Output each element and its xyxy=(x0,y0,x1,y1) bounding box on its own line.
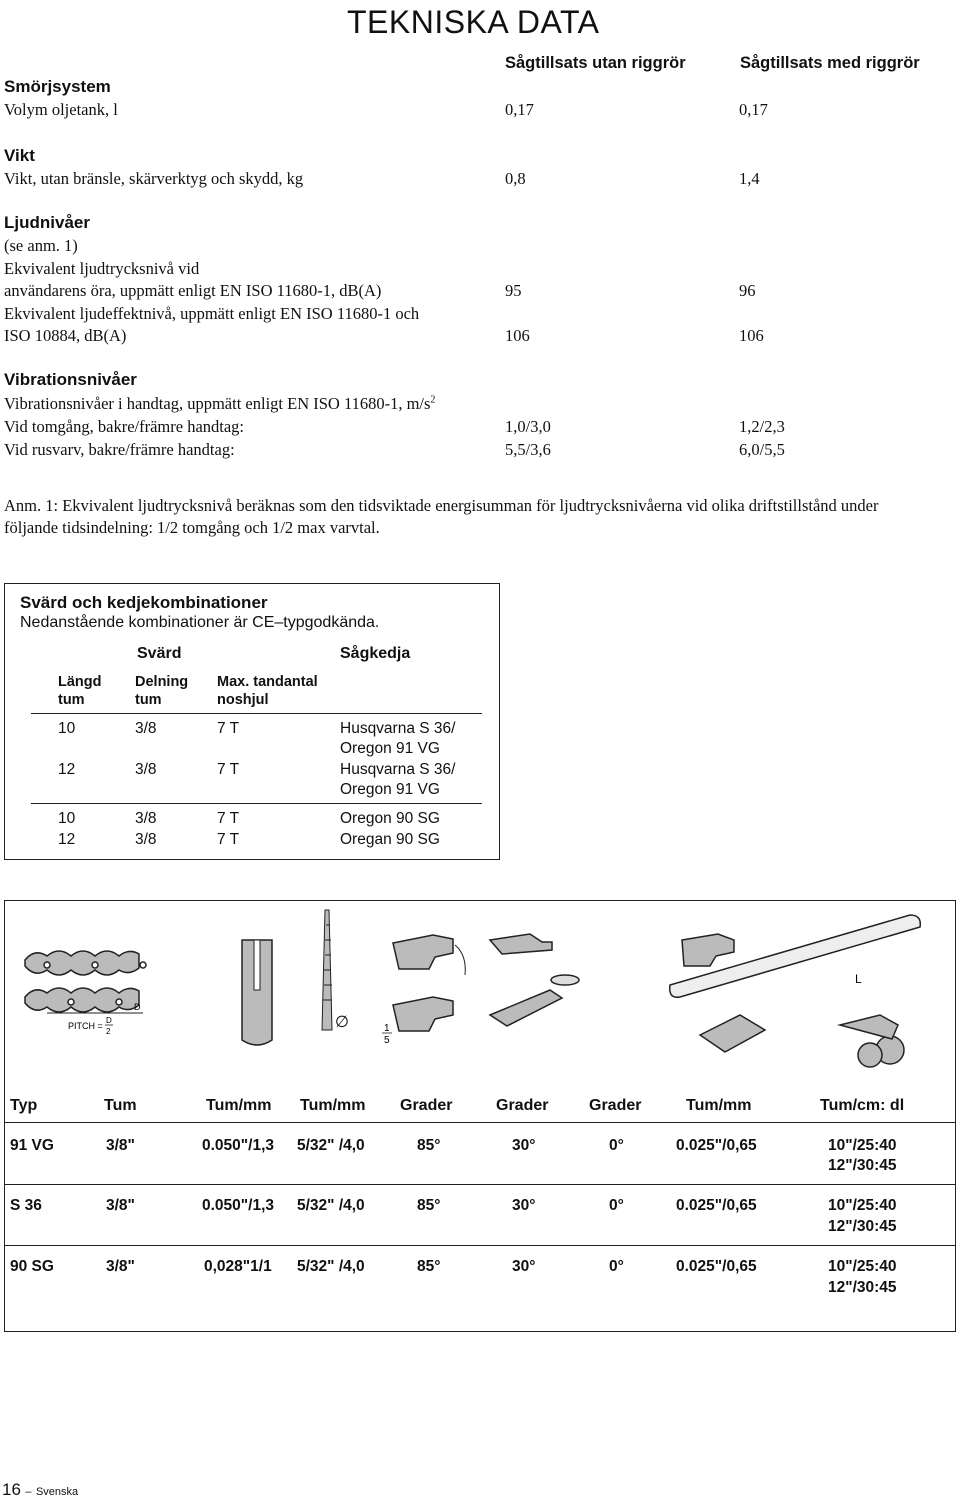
chain-row-2-angle-3: 0° xyxy=(609,1197,624,1214)
col-teeth-1: Max. tandantal xyxy=(217,674,318,690)
chain-table-header-depth: Tum/mm xyxy=(686,1097,752,1114)
chain-row-1-file: 5/32" /4,0 xyxy=(297,1137,365,1154)
lubrication-value-with: 0,17 xyxy=(739,100,768,119)
col-length-1: Längd xyxy=(58,674,102,690)
col-length-2: tum xyxy=(58,692,85,708)
combo-row-1-pitch: 3/8 xyxy=(135,720,157,737)
fraction-numerator: 1 xyxy=(384,1023,390,1034)
vibration-line-2: Vid tomgång, bakre/främre handtag: xyxy=(4,417,245,436)
weight-value-with: 1,4 xyxy=(739,169,760,188)
chain-row-3-typ: 90 SG xyxy=(10,1258,54,1275)
combo-row-1-teeth: 7 T xyxy=(217,720,240,737)
chain-row-2-gauge: 0.050"/1,3 xyxy=(202,1197,274,1214)
combo-row-4-pitch: 3/8 xyxy=(135,831,157,848)
pitch-label: PITCH = xyxy=(68,1021,103,1031)
fraction-denominator: 5 xyxy=(384,1035,390,1046)
pitch-denominator: 2 xyxy=(106,1027,111,1036)
chain-table-header-angle-3: Grader xyxy=(589,1097,642,1114)
combo-row-2-chain-2: Oregon 91 VG xyxy=(340,781,440,798)
column-header-without-tube: Sågtillsats utan riggrör xyxy=(505,54,686,72)
chain-row-2-tum: 3/8" xyxy=(106,1197,135,1214)
combination-subtitle: Nedanstående kombinationer är CE–typgodkända. xyxy=(20,614,380,631)
chain-row-3-tum: 3/8" xyxy=(106,1258,135,1275)
section-header-noise: Ljudnivåer xyxy=(4,213,90,232)
chain-row-2-dl-2: 12"/30:45 xyxy=(828,1218,897,1235)
vibration-idle-with: 1,2/2,3 xyxy=(739,417,785,436)
chain-table-header-divider xyxy=(4,1122,956,1123)
chain-row-1-gauge: 0.050"/1,3 xyxy=(202,1137,274,1154)
chain-table-header-angle-2: Grader xyxy=(496,1097,549,1114)
combo-row-2-pitch: 3/8 xyxy=(135,761,157,778)
chain-table-header-dl: Tum/cm: dl xyxy=(820,1097,905,1114)
chain-row-3-gauge: 0,028"1/1 xyxy=(204,1258,272,1275)
pitch-numerator: D xyxy=(106,1016,112,1025)
vibration-line-1-text: Vibrationsnivåer i handtag, uppmätt enligt EN ISO 11680-1, m/s xyxy=(4,394,431,413)
cutter-top-plate-illustration xyxy=(393,935,453,1031)
chain-row-2-depth: 0.025"/0,65 xyxy=(676,1197,757,1214)
chain-row-2-typ: S 36 xyxy=(10,1197,42,1214)
group-header-bar: Svärd xyxy=(137,645,182,662)
combo-row-1-chain-2: Oregon 91 VG xyxy=(340,740,440,757)
chain-table-header-angle-1: Grader xyxy=(400,1097,453,1114)
col-teeth-2: noshjul xyxy=(217,692,269,708)
combo-row-3-pitch: 3/8 xyxy=(135,810,157,827)
noise-line-4: ISO 10884, dB(A) xyxy=(4,326,127,345)
chain-diagrams xyxy=(10,905,950,1080)
group-header-chain: Sågkedja xyxy=(340,645,411,662)
vibration-unit-sup: 2 xyxy=(430,394,436,406)
combo-row-4-teeth: 7 T xyxy=(217,831,240,848)
combo-row-2-length: 12 xyxy=(58,761,76,778)
drive-link-gauge-illustration xyxy=(242,940,272,1045)
chain-table-header-gauge: Tum/mm xyxy=(206,1097,272,1114)
chain-table-divider-2 xyxy=(4,1245,956,1246)
page-number: 16 xyxy=(2,1480,21,1499)
chain-row-3-dl-2: 12"/30:45 xyxy=(828,1279,897,1296)
noise-power-without: 106 xyxy=(505,326,530,345)
chain-row-3-angle-2: 30° xyxy=(512,1258,536,1275)
combo-row-3-chain-1: Oregon 90 SG xyxy=(340,810,440,827)
combo-row-1-chain-1: Husqvarna S 36/ xyxy=(340,720,456,737)
combo-row-3-teeth: 7 T xyxy=(217,810,240,827)
chain-row-1-angle-1: 85° xyxy=(417,1137,441,1154)
section-header-vibration: Vibrationsnivåer xyxy=(4,370,137,389)
chain-table-header-tum: Tum xyxy=(104,1097,137,1114)
page-title: TEKNISKA DATA xyxy=(347,4,600,40)
chain-row-1-angle-3: 0° xyxy=(609,1137,624,1154)
chain-table-header-typ: Typ xyxy=(10,1097,38,1114)
footer-language: Svenska xyxy=(35,1486,79,1498)
page-footer xyxy=(2,1480,78,1500)
combination-divider-1 xyxy=(31,713,482,714)
vibration-idle-without: 1,0/3,0 xyxy=(505,417,551,436)
noise-power-with: 106 xyxy=(739,326,764,345)
chain-row-3-angle-3: 0° xyxy=(609,1258,624,1275)
chain-row-1-angle-2: 30° xyxy=(512,1137,536,1154)
noise-line-3: Ekvivalent ljudeffektnivå, uppmätt enligt EN ISO 11680-1 och xyxy=(4,304,420,323)
chain-table-divider-1 xyxy=(4,1184,956,1185)
depth-gauge-illustration xyxy=(490,934,579,1026)
chain-row-1-depth: 0.025"/0,65 xyxy=(676,1137,757,1154)
footer-dash: – xyxy=(25,1486,32,1498)
vibration-line-1 xyxy=(4,394,435,414)
chain-links-illustration xyxy=(25,951,146,1012)
combination-divider-2 xyxy=(31,803,482,804)
round-file-illustration xyxy=(322,910,332,1030)
chain-d-label: D xyxy=(134,1002,141,1012)
combo-row-2-chain-1: Husqvarna S 36/ xyxy=(340,761,456,778)
lubrication-value-without: 0,17 xyxy=(505,100,534,119)
weight-label: Vikt, utan bränsle, skärverktyg och skydd, kg xyxy=(4,169,304,188)
col-pitch-2: tum xyxy=(135,692,162,708)
combo-row-3-length: 10 xyxy=(58,810,76,827)
weight-value-without: 0,8 xyxy=(505,169,526,188)
lubrication-label: Volym oljetank, l xyxy=(4,100,118,119)
chain-row-2-file: 5/32" /4,0 xyxy=(297,1197,365,1214)
bar-length-label: L xyxy=(855,972,862,986)
diameter-symbol: ∅ xyxy=(335,1014,349,1031)
chain-row-2-angle-1: 85° xyxy=(417,1197,441,1214)
noise-pressure-with: 96 xyxy=(739,281,756,300)
chain-row-3-file: 5/32" /4,0 xyxy=(297,1258,365,1275)
chain-row-1-dl-2: 12"/30:45 xyxy=(828,1157,897,1174)
chain-row-1-typ: 91 VG xyxy=(10,1137,54,1154)
combo-row-4-chain-1: Oregan 90 SG xyxy=(340,831,440,848)
vibration-line-3: Vid rusvarv, bakre/främre handtag: xyxy=(4,440,235,459)
guide-bar-illustration xyxy=(670,915,921,1067)
chain-row-1-dl-1: 10"/25:40 xyxy=(828,1137,897,1154)
col-pitch-1: Delning xyxy=(135,674,189,690)
combination-title: Svärd och kedjekombinationer xyxy=(20,593,268,612)
chain-row-1-tum: 3/8" xyxy=(106,1137,135,1154)
chain-row-2-angle-2: 30° xyxy=(512,1197,536,1214)
chain-row-3-dl-1: 10"/25:40 xyxy=(828,1258,897,1275)
combo-row-2-teeth: 7 T xyxy=(217,761,240,778)
combo-row-1-length: 10 xyxy=(58,720,76,737)
section-header-weight: Vikt xyxy=(4,146,35,165)
vibration-racing-without: 5,5/3,6 xyxy=(505,440,551,459)
noise-line-1: Ekvivalent ljudtrycksnivå vid xyxy=(4,259,200,278)
combo-row-4-length: 12 xyxy=(58,831,76,848)
chain-row-3-angle-1: 85° xyxy=(417,1258,441,1275)
chain-row-2-dl-1: 10"/25:40 xyxy=(828,1197,897,1214)
noise-note-ref: (se anm. 1) xyxy=(4,236,78,255)
noise-pressure-without: 95 xyxy=(505,281,522,300)
note-paragraph: Anm. 1: Ekvivalent ljudtrycksnivå beräknas som den tidsviktade energisumman för ljudtrycksnivåerna vid olika driftstillstånd under följande tidsindelning: 1/2 tomgång och 1/2 max varvtal. xyxy=(4,496,879,537)
chain-table-header-file: Tum/mm xyxy=(300,1097,366,1114)
section-header-lubrication: Smörjsystem xyxy=(4,77,111,96)
noise-line-2: användarens öra, uppmätt enligt EN ISO 11680-1, dB(A) xyxy=(4,281,382,300)
chain-row-3-depth: 0.025"/0,65 xyxy=(676,1258,757,1275)
vibration-racing-with: 6,0/5,5 xyxy=(739,440,785,459)
column-header-with-tube: Sågtillsats med riggrör xyxy=(740,54,920,72)
